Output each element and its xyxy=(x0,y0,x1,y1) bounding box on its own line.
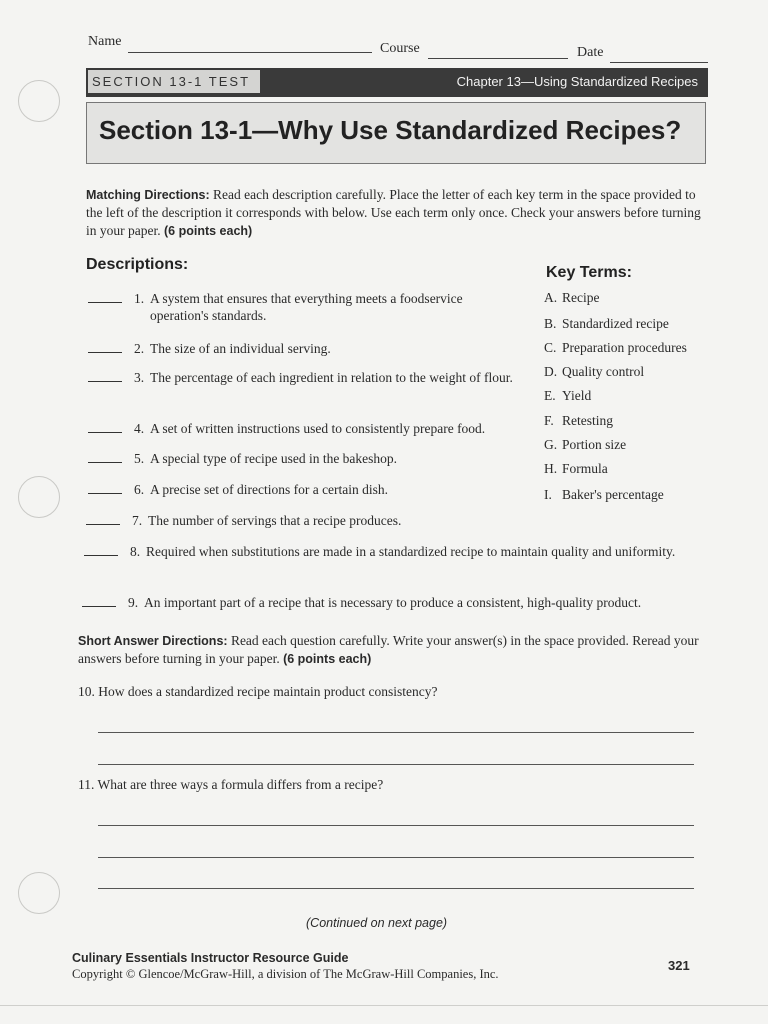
binder-hole-bottom xyxy=(18,872,60,914)
page-title: Section 13-1—Why Use Standardized Recipes? xyxy=(99,115,682,145)
item-text: The size of an individual serving. xyxy=(150,341,331,356)
answer-blank[interactable] xyxy=(88,381,122,382)
key-term-letter: B. xyxy=(544,316,557,331)
answer-blank[interactable] xyxy=(88,432,122,433)
key-term-letter: G. xyxy=(544,437,558,452)
key-term-text: Yield xyxy=(562,388,592,403)
key-term-text: Preparation procedures xyxy=(562,340,687,355)
question-10 xyxy=(78,684,438,700)
answer-line[interactable] xyxy=(98,732,694,733)
item-number: 3. xyxy=(134,370,145,385)
item-text: A set of written instructions used to consistently prepare food. xyxy=(150,421,486,436)
key-term xyxy=(544,340,687,356)
item-text: Required when substitutions are made in a standardized recipe to maintain quality and uniformity. xyxy=(146,544,676,559)
question-text: How does a standardized recipe maintain product consistency? xyxy=(98,684,438,699)
chapter-label: Chapter 13—Using Standardized Recipes xyxy=(456,74,698,89)
key-term-letter: H. xyxy=(544,461,558,476)
key-term xyxy=(544,437,626,453)
item-text: The number of servings that a recipe produces. xyxy=(148,513,402,528)
matching-points: (6 points each) xyxy=(163,224,253,238)
key-term-text: Portion size xyxy=(562,437,627,452)
key-term xyxy=(544,290,599,306)
binder-hole-top xyxy=(18,80,60,122)
section-banner xyxy=(86,68,708,97)
binder-hole-middle xyxy=(18,476,60,518)
key-term-letter: C. xyxy=(544,340,557,355)
key-term-letter: D. xyxy=(544,364,558,379)
item-number: 8. xyxy=(130,544,141,559)
matching-directions-label: Matching Directions: xyxy=(86,188,210,202)
item-text: A system that ensures that everything meets a foodservice operation's standards. xyxy=(150,291,463,323)
date-label: Date xyxy=(577,45,604,60)
key-term xyxy=(544,364,644,380)
key-term xyxy=(544,461,608,477)
item-text: A special type of recipe used in the bakeshop. xyxy=(150,451,398,466)
item-text: The percentage of each ingredient in relation to the weight of flour. xyxy=(150,370,513,385)
key-term-text: Baker's percentage xyxy=(562,487,664,502)
item-number: 9. xyxy=(128,595,139,610)
course-field[interactable] xyxy=(428,58,568,59)
continued-note: (Continued on next page) xyxy=(306,916,448,930)
item-text: A precise set of directions for a certain dish. xyxy=(150,482,389,497)
date-field[interactable] xyxy=(610,62,708,63)
title-box xyxy=(86,102,706,164)
key-term-letter: F. xyxy=(544,413,554,428)
short-answer-directions xyxy=(78,632,704,668)
answer-line[interactable] xyxy=(98,825,694,826)
short-answer-label: Short Answer Directions: xyxy=(78,634,228,648)
short-answer-text: Read each question carefully. Write your answer(s) in the space provided. Reread your answers before turning in your paper. xyxy=(78,633,699,666)
descriptions-heading: Descriptions: xyxy=(86,256,189,273)
key-term-text: Retesting xyxy=(562,413,613,428)
page-number: 321 xyxy=(668,958,690,973)
answer-line[interactable] xyxy=(98,857,694,858)
item-number: 1. xyxy=(134,291,145,306)
key-term-letter: I. xyxy=(544,487,552,502)
item-number: 4. xyxy=(134,421,145,436)
answer-blank[interactable] xyxy=(88,302,122,303)
key-terms-heading: Key Terms: xyxy=(546,264,632,281)
page-edge-rule xyxy=(0,1005,768,1006)
answer-blank[interactable] xyxy=(84,555,118,556)
key-term xyxy=(544,316,669,332)
key-term xyxy=(544,388,591,404)
answer-blank[interactable] xyxy=(88,352,122,353)
course-label: Course xyxy=(380,41,420,56)
question-text: What are three ways a formula differs from a recipe? xyxy=(97,777,384,792)
key-term-text: Recipe xyxy=(562,290,600,305)
item-number: 5. xyxy=(134,451,145,466)
key-term-text: Quality control xyxy=(562,364,645,379)
key-term-letter: E. xyxy=(544,388,556,403)
key-term xyxy=(544,413,613,429)
answer-blank[interactable] xyxy=(88,462,122,463)
question-11 xyxy=(78,777,383,793)
answer-line[interactable] xyxy=(98,888,694,889)
item-number: 2. xyxy=(134,341,145,356)
section-tag: SECTION 13-1 TEST xyxy=(88,70,260,93)
question-number: 10. xyxy=(78,684,95,699)
item-number: 6. xyxy=(134,482,145,497)
answer-line[interactable] xyxy=(98,764,694,765)
name-field[interactable] xyxy=(128,52,372,53)
answer-blank[interactable] xyxy=(82,606,116,607)
item-text: An important part of a recipe that is necessary to produce a consistent, high-quality product. xyxy=(144,595,642,610)
matching-directions xyxy=(86,186,708,240)
answer-blank[interactable] xyxy=(88,493,122,494)
key-term-text: Standardized recipe xyxy=(562,316,669,331)
footer-guide: Culinary Essentials Instructor Resource Guide xyxy=(72,951,349,965)
question-number: 11. xyxy=(78,777,95,792)
answer-blank[interactable] xyxy=(86,524,120,525)
key-term xyxy=(544,487,664,503)
key-term-letter: A. xyxy=(544,290,558,305)
short-answer-points: (6 points each) xyxy=(283,652,372,666)
footer-copyright: Copyright © Glencoe/McGraw-Hill, a division of The McGraw-Hill Companies, Inc. xyxy=(72,967,499,981)
name-label: Name xyxy=(88,34,122,49)
key-term-text: Formula xyxy=(562,461,608,476)
item-number: 7. xyxy=(132,513,143,528)
matching-directions-text: Read each description carefully. Place the letter of each key term in the space provided to the left of the description it corresponds with below. Use each term only once. Check your answers before turning in your paper. xyxy=(86,187,701,238)
